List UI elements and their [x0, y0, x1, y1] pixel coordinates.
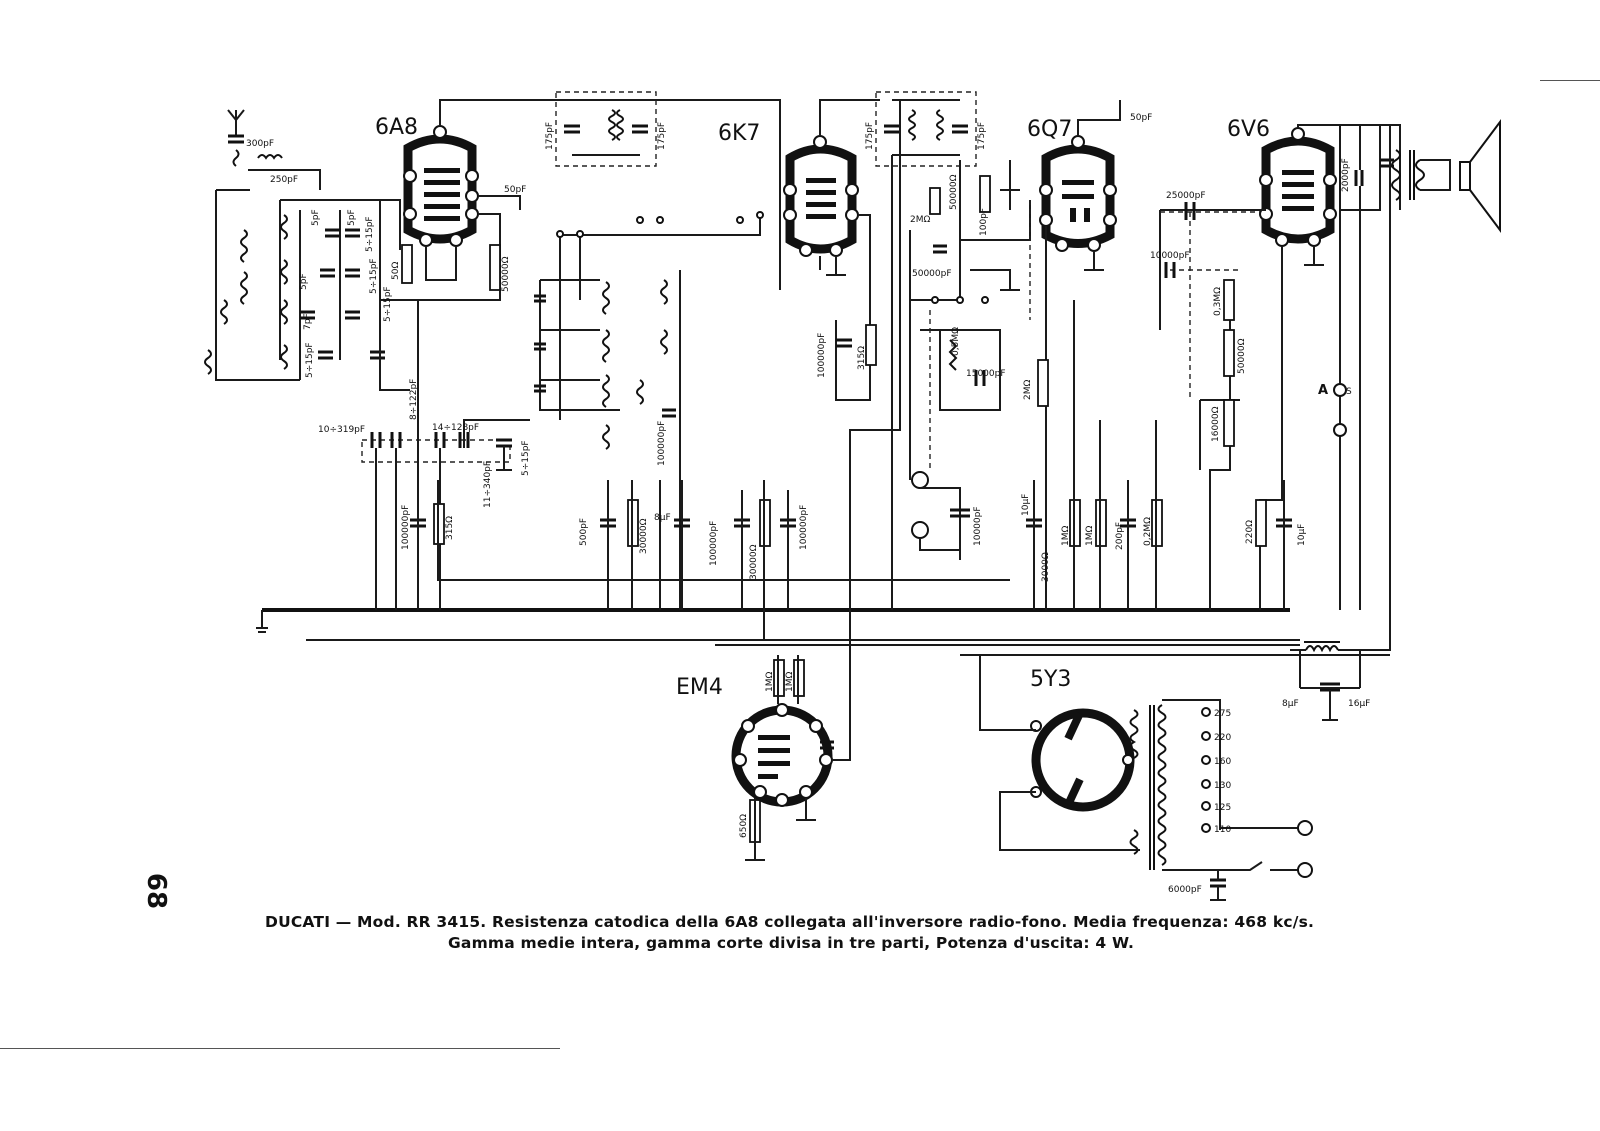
- label-c250: 250pF: [270, 175, 299, 185]
- label-c5to15-c: 5÷15pF: [383, 286, 393, 322]
- label-r1m-c: 1MΩ: [765, 671, 775, 692]
- label-v220: 220: [1214, 733, 1232, 743]
- label-c5pf-b: 5pF: [347, 209, 357, 226]
- label-c300: 300pF: [246, 139, 275, 149]
- label-r315-b: 315Ω: [445, 515, 455, 540]
- label-c5pf-c: 5pF: [299, 273, 309, 290]
- label-sw-s: S: [1346, 387, 1352, 397]
- label-em4: EM4: [676, 675, 723, 700]
- label-r30000-a: 30000Ω: [639, 518, 649, 554]
- label-6v6: 6V6: [1227, 117, 1271, 142]
- label-c100000-e: 100000pF: [657, 420, 667, 466]
- label-c5to15-a: 5÷15pF: [365, 216, 375, 252]
- label-c175-b: 175pF: [657, 121, 667, 150]
- label-c200pf: 200pF: [1115, 521, 1125, 550]
- label-c10to319: 10÷319pF: [318, 425, 366, 435]
- label-c8to122: 8÷122pF: [409, 378, 419, 420]
- label-pot05: 0,5MΩ: [951, 327, 961, 356]
- label-r1m-b: 1MΩ: [1085, 525, 1095, 546]
- label-r1m-a: 1MΩ: [1061, 525, 1071, 546]
- label-c2000: 2000pF: [1341, 158, 1351, 192]
- label-c500: 500pF: [579, 517, 589, 546]
- label-r30000-b: 30000Ω: [749, 544, 759, 580]
- antenna-symbol: [228, 110, 282, 166]
- tube-6v6: [1260, 125, 1380, 610]
- label-c10000-a: 10000pF: [973, 506, 983, 546]
- label-c100000-a: 100000pF: [817, 332, 827, 378]
- label-c100pf: 100pF: [979, 207, 989, 236]
- label-c50pf-b: 50pF: [1130, 113, 1153, 123]
- caption-line-1: DUCATI — Mod. RR 3415. Resistenza catodica della 6A8 collegata all'inversore radio-fono. Media frequenza: 468 kc/s.: [265, 913, 1315, 931]
- bottom-rule: [0, 1048, 560, 1049]
- label-v110: 110: [1214, 825, 1232, 835]
- label-c8uf-a: 8μF: [654, 513, 671, 523]
- label-r3000: 3000Ω: [1041, 552, 1051, 582]
- ht-line: [256, 610, 268, 632]
- if-transformer-1: [556, 92, 656, 166]
- label-c16uf: 16μF: [1348, 699, 1371, 709]
- label-c100000-c: 100000pF: [709, 520, 719, 566]
- label-r315-a: 315Ω: [857, 345, 867, 370]
- label-c25000: 25000pF: [1166, 191, 1206, 201]
- label-c175-a: 175pF: [545, 121, 555, 150]
- power-transformer: [1131, 700, 1313, 900]
- label-r2m-b: 2MΩ: [1023, 379, 1033, 400]
- label-v160: 160: [1214, 757, 1232, 767]
- label-c6000: 6000pF: [1168, 885, 1202, 895]
- label-r50000-b: 50000Ω: [949, 174, 959, 210]
- label-r50000-c: 50000Ω: [1237, 338, 1247, 374]
- label-c11to340: 11÷340pF: [483, 460, 493, 508]
- af-coupling: [1160, 202, 1266, 610]
- label-v130: 130: [1214, 781, 1232, 791]
- label-c175-c: 175pF: [865, 121, 875, 150]
- label-r50: 50Ω: [391, 261, 401, 280]
- label-c14to128: 14÷128pF: [432, 423, 480, 433]
- label-r2m-a: 2MΩ: [910, 215, 931, 225]
- label-c100000-d: 100000pF: [799, 504, 809, 550]
- label-c175-d: 175pF: [977, 121, 987, 150]
- label-c10uf-b: 10μF: [1297, 523, 1307, 546]
- label-c8uf-b: 8μF: [1282, 699, 1299, 709]
- label-6a8: 6A8: [375, 115, 419, 140]
- label-r16000: 16000Ω: [1211, 406, 1221, 442]
- label-c5pf-a: 5pF: [311, 209, 321, 226]
- label-v275: 275: [1214, 709, 1232, 719]
- top-right-rule: [1540, 80, 1600, 81]
- label-c5to15-b: 5÷15pF: [369, 258, 379, 294]
- label-r03m: 0,3MΩ: [1213, 287, 1223, 316]
- label-r650: 650Ω: [739, 813, 749, 838]
- label-r220: 220Ω: [1245, 519, 1255, 544]
- label-c7pf: 7pF: [303, 313, 313, 330]
- label-v125: 125: [1214, 803, 1232, 813]
- label-5y3: 5Y3: [1030, 667, 1072, 692]
- caption-line-2: Gamma medie intera, gamma corte divisa in tre parti, Potenza d'uscita: 4 W.: [448, 934, 1135, 952]
- label-c5to15-d: 5÷15pF: [305, 342, 315, 378]
- label-c5to15-e: 5÷15pF: [521, 440, 531, 476]
- label-6k7: 6K7: [718, 121, 761, 146]
- label-c50pf-a: 50pF: [504, 185, 527, 195]
- label-c100000-b: 100000pF: [401, 504, 411, 550]
- label-c15000: 15000pF: [966, 369, 1006, 379]
- label-sw-a: A: [1318, 383, 1329, 398]
- page-number: 68: [141, 872, 172, 910]
- label-6q7: 6Q7: [1027, 117, 1073, 142]
- label-c10000-b: 10000pF: [1150, 251, 1190, 261]
- label-r50000-a: 50000Ω: [501, 256, 511, 292]
- label-r1m-d: 1MΩ: [785, 671, 795, 692]
- label-c10uf: 10μF: [1021, 493, 1031, 516]
- output-stage: [1340, 122, 1500, 610]
- label-c50000pf: 50000pF: [912, 269, 952, 279]
- tuning-gang: [362, 420, 530, 610]
- label-r02m: 0,2MΩ: [1143, 517, 1153, 546]
